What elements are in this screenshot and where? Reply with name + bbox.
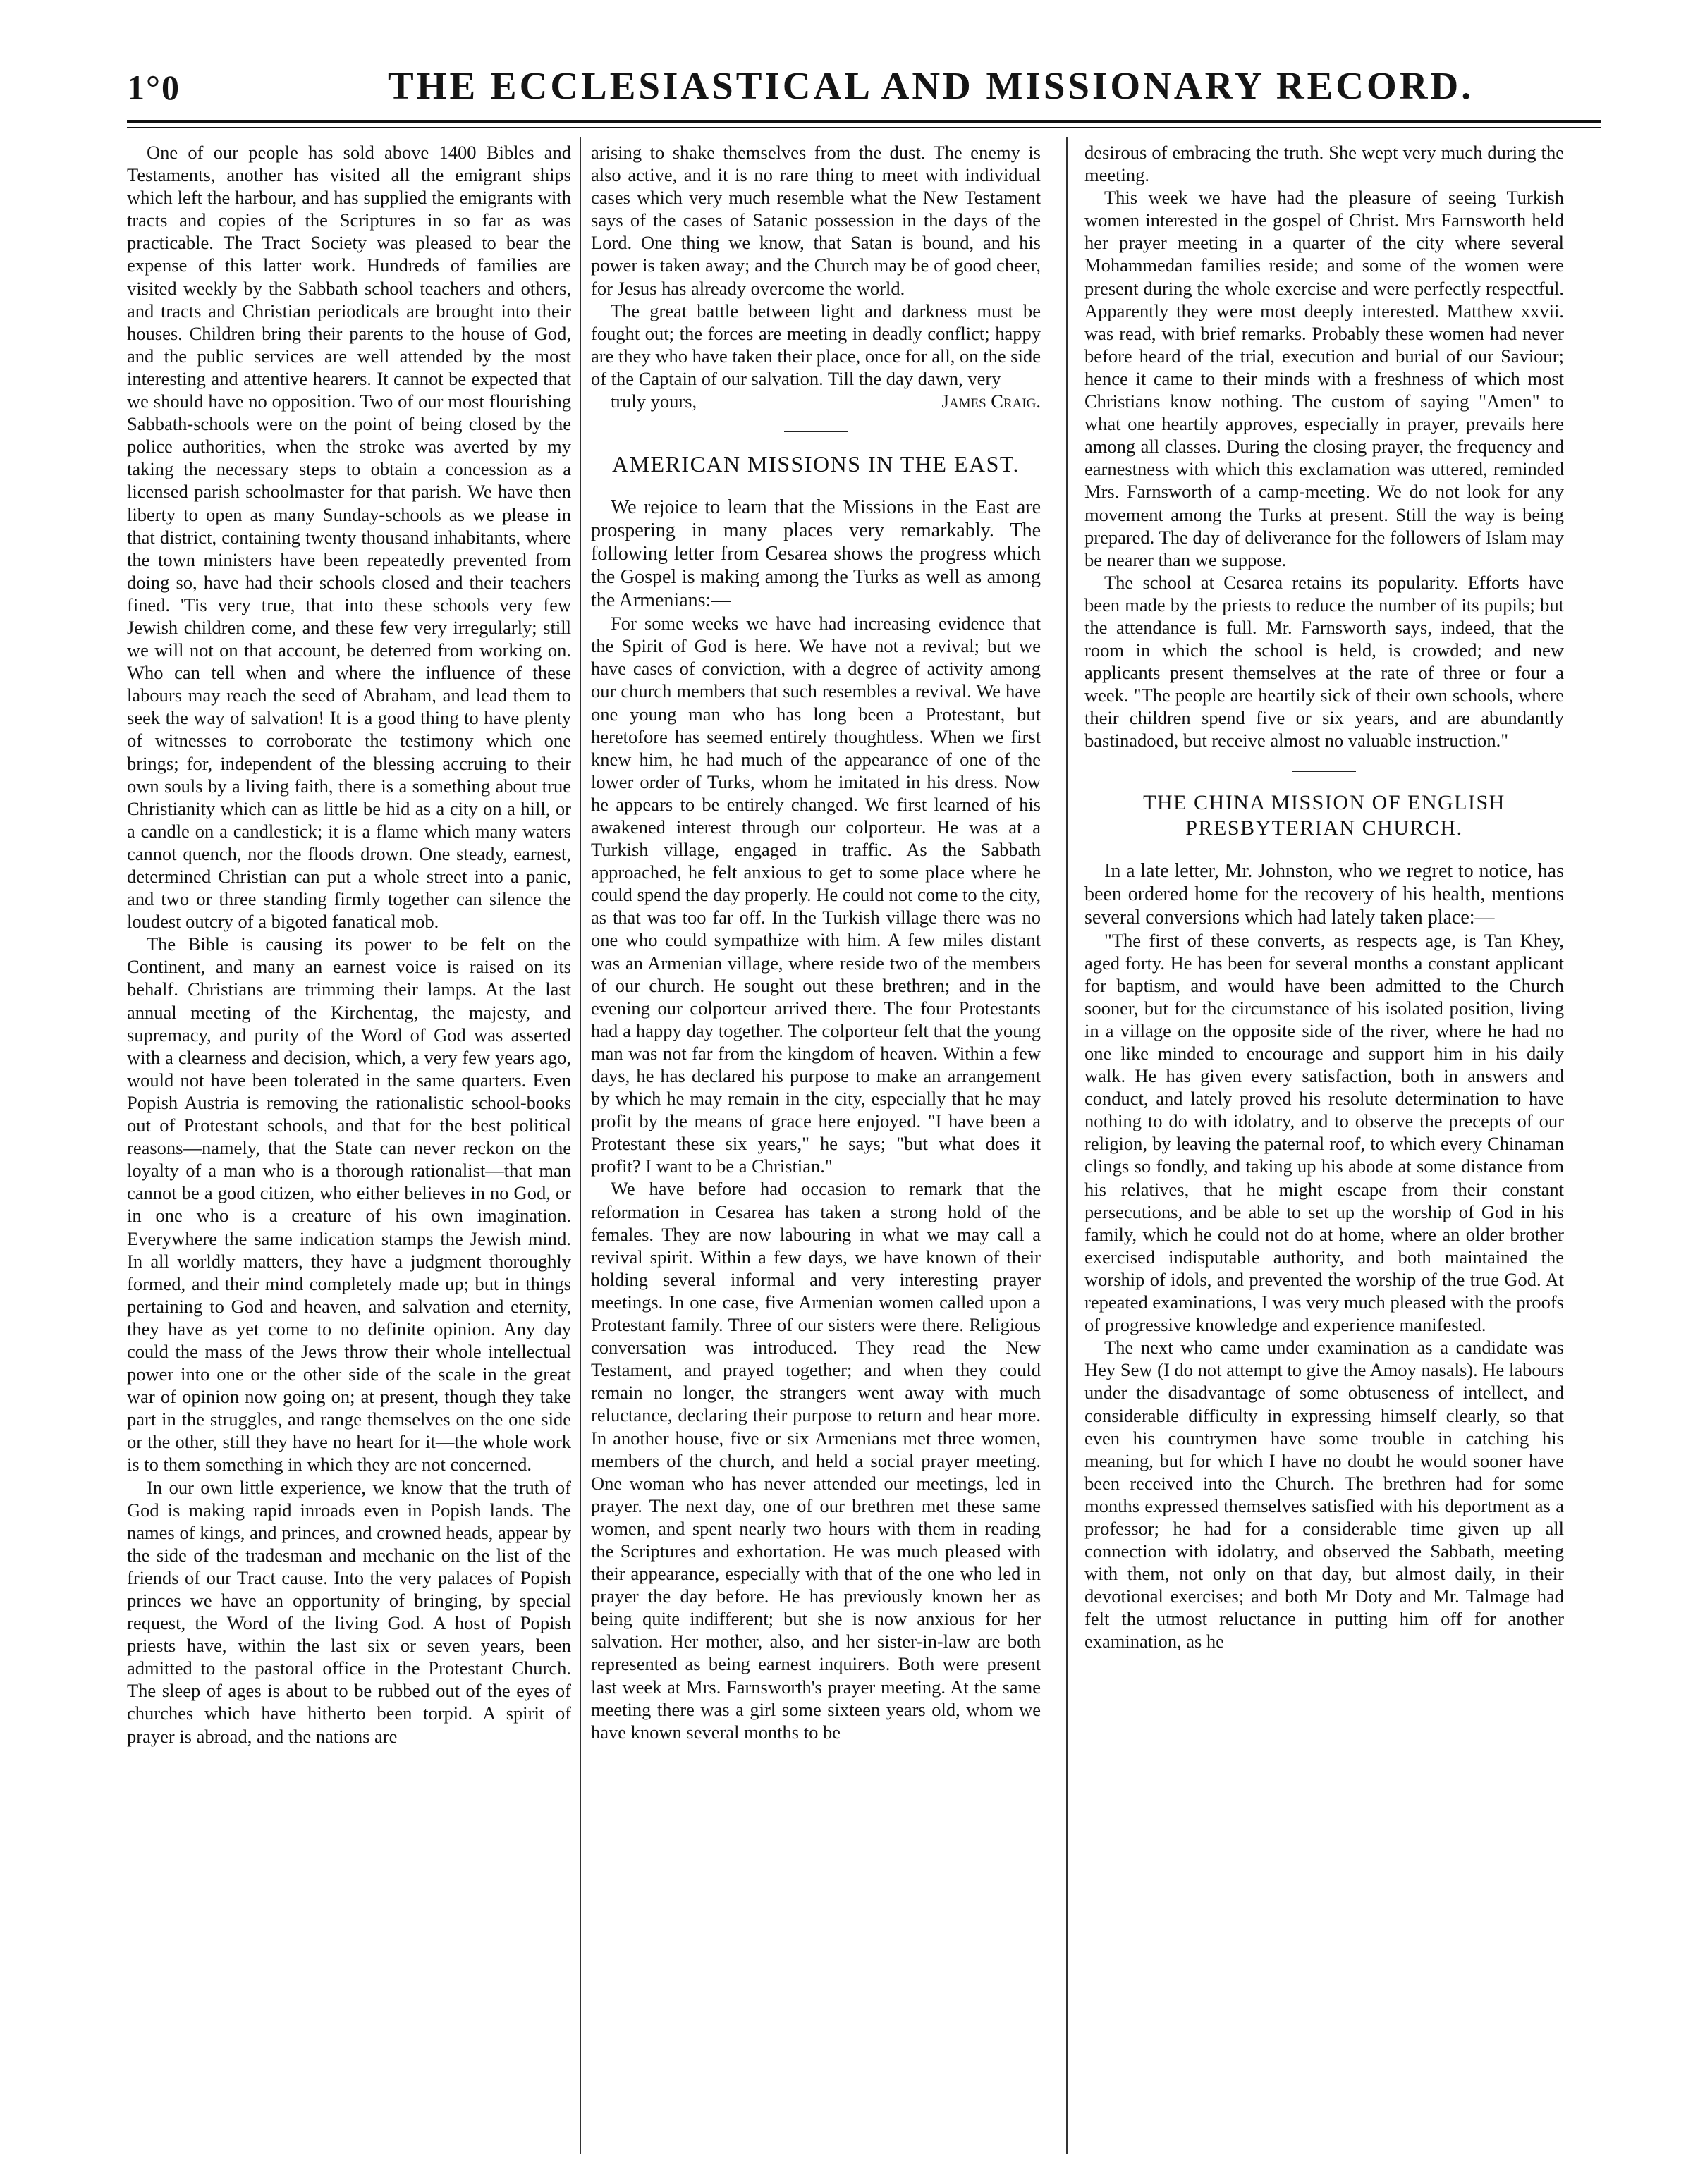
- masthead-title: THE ECCLESIASTICAL AND MISSIONARY RECORD.: [388, 64, 1474, 107]
- paragraph: The school at Cesarea retains its popularity. Efforts have been made by the priests to reduce the number of its pupils; but the attendance is full. Mr. Farnsworth says, indeed, that the room in which the school is held, is crowded; and new applicants present themselves at the rate of three or four a week. "The people are heartily sick of their own schools, where their children spend five or six years, and are abundantly bastinadoed, but receive almost no valuable instruction.": [1084, 571, 1564, 751]
- letter-signature-line: [591, 390, 1041, 412]
- paragraph: desirous of embracing the truth. She wept very much during the meeting.: [1084, 142, 1564, 186]
- section-divider: [784, 431, 848, 432]
- article-intro: In a late letter, Mr. Johnston, who we regret to notice, has been ordered home for the recovery of his health, mentions several conversions which had lately taken place:—: [1084, 859, 1564, 928]
- column-divider: [1066, 137, 1068, 2154]
- closing-text: truly yours,: [611, 391, 697, 412]
- paragraph: One of our people has sold above 1400 Bibles and Testaments, another has visited all the emigrant ships which left the harbour, and has supplied the emigrants with tracts and copies of the Scriptures in so far as was practicable. The Tract Society was pleased to bear the expense of this latter work. Hundreds of families are visited weekly by the Sabbath school teachers and others, and tracts and Christian periodicals are brought into their houses. Children bring their parents to the house of God, and the public services are well attended by the most interesting and attentive hearers. It cannot be expected that we should have no opposition. Two of our most flourishing Sabbath-schools were on the point of being closed by the police authorities, when the stroke was averted by my taking the necessary steps to obtain a concession as a licensed parish schoolmaster for that parish. We have then liberty to open as many Sunday-schools as we please in that district, containing twenty thousand inhabitants, where the town ministers have been repeatedly prevented from doing so, have had their schools closed and their teachers fined. 'Tis very true, that into these schools very few Jewish children come, and these few very irregularly; still we will not on that account, be deterred from working on. Who can tell when and where the influence of these labours may reach the seed of Abraham, and lead them to seek the way of salvation! It is a good thing to have plenty of witnesses to corroborate the testimony which one brings; for, independent of the blessing accruing to their own souls by a living faith, there is a something about true Christianity which can as little be hid as a city on a hill, or a candle on a candlestick; it is a flame which many waters cannot quench, nor the floods drown. One steady, earnest, determined Christian can put a whole street into a panic, and two or three standing firmly together can silence the loudest outcry of a bigoted fanatical mob.: [127, 142, 571, 933]
- masthead-rule-thin: [127, 127, 1601, 128]
- paragraph: The Bible is causing its power to be felt on the Continent, and many an earnest voice is raised on its behalf. Christians are trimming their lamps. At the last annual meeting of the Kirchentag, the majesty, and supremacy, and purity of the Word of God was asserted with a clearness and decision, which, a very few years ago, would not have been tolerated in the same quarters. Even Popish Austria is removing the rationalistic school-books out of Protestant schools, and that for the best political reasons—namely, that the State can never reckon on the loyalty of a man who is a thorough rationalist—that man cannot be a good citizen, who either believes in no God, or in one who is a creature of his own imagination. Everywhere the same indication stamps the Jewish mind. In all worldly matters, they have a judgment thoroughly formed, and their mind completely made up; but in things pertaining to God and heaven, and salvation and eternity, they have as yet come to no definite opinion. Any day could the mass of the Jews throw their whole intellectual power into one or the other side of the scale in the great war of opinion now going on; at present, though they take part in the struggles, and range themselves on the one side or the other, still they have no heart for it—the whole work is to them something in which they are not concerned.: [127, 933, 571, 1476]
- paragraph: In our own little experience, we know that the truth of God is making rapid inroads even in Popish lands. The names of kings, and princes, and crowned heads, appear by the side of the tradesman and mechanic on the list of the friends of our Tract cause. Into the very palaces of Popish princes we have an opportunity of bringing, by special request, the Word of the living God. A host of Popish priests have, within the last six or seven years, been admitted to the pastoral office in the Protestant Church. The sleep of ages is about to be rubbed out of the eyes of churches which have hitherto been torpid. A spirit of prayer is abroad, and the nations are: [127, 1476, 571, 1747]
- paragraph: "The first of these converts, as respects age, is Tan Khey, aged forty. He has been for several months a constant applicant for baptism, and would have been admitted to the Church sooner, but for the circumstance of his isolated position, living in a village on the opposite side of the river, where he had no one like minded to encourage and support him in his daily walk. He has given every satisfaction, both in answers and conduct, and lately proved his resolute determination to have nothing to do with idolatry, and to observe the precepts of our religion, by leaving the paternal roof, to which every Chinaman clings so fondly, and taking up his abode at some distance from his relatives, that he might escape from their constant persecutions, and be able to set up the worship of God in his family, which he could not do at home, where an older brother exercised indisputable authority, and both maintained the worship of idols, and prevented the worship of the true God. At repeated examinations, I was very much pleased with the proofs of progressive knowledge and experience manifested.: [1084, 929, 1564, 1336]
- signature: James Craig.: [941, 391, 1041, 412]
- column-3: [1084, 141, 1564, 2157]
- column-2: [591, 141, 1041, 2157]
- section-divider: [1292, 771, 1356, 772]
- paragraph: We have before had occasion to remark that the reformation in Cesarea has taken a strong hold of the females. They are now labouring in what we may call a revival spirit. Within a few days, we have known of their holding several informal and very interesting prayer meetings. In one case, five Armenian women called upon a Protestant family. Three of our sisters were there. Religious conversation was introduced. They read the New Testament, and prayed together; and when they could remain no longer, the strangers went away with much reluctance, declaring their purpose to return and hear more. In another house, five or six Armenians met three women, members of the church, and held a social prayer meeting. One woman who has never attended our meetings, led in prayer. The next day, one of our brethren met these same women, and spent nearly two hours with them in reading the Scriptures and exhortation. He was much pleased with their appearance, especially with that of the one who led in prayer the day before. He has previously known her as being quite indifferent; but she is now anxious for her salvation. Her mother, also, and her sister-in-law are both represented as being earnest inquirers. Both were present last week at Mrs. Farnsworth's prayer meeting. At the same meeting there was a girl some sixteen years old, whom we have known several months to be: [591, 1178, 1041, 1743]
- paragraph: The great battle between light and darkness must be fought out; the forces are meeting in deadly conflict; happy are they who have taken their place, once for all, on the side of the Captain of our salvation. Till the day dawn, very: [591, 300, 1041, 389]
- column-1: [127, 141, 571, 2157]
- paragraph: The next who came under examination as a candidate was Hey Sew (I do not attempt to give the Amoy nasals). He labours under the disadvantage of some obtuseness of intellect, and considerable difficulty in expressing himself clearly, so that even his countrymen have some trouble in catching his meaning, but for which I have no doubt he would sooner have been received into the Church. The brethren had for some months expressed themselves satisfied with his deportment as a professor; he had for a considerable time given up all connection with idolatry, and observed the Sabbath, meeting with them, not only on that day, but almost daily, in their devotional exercises; and both Mr Doty and Mr. Talmage had felt the utmost reluctance in putting him off for another examination, as he: [1084, 1337, 1564, 1652]
- paragraph: For some weeks we have had increasing evidence that the Spirit of God is here. We have not a revival; but we have cases of conviction, with a degree of activity among our church members that such resembles a revival. We have one young man who has long been a Protestant, but heretofore has seemed entirely thoughtless. When we first knew him, he had much of the appearance of one of the lower order of Turks, whom he imitated in his dress. Now he appears to be entirely changed. We first learned of his awakened interest through our colporteur. He was at a Turkish village, engaged in traffic. As the Sabbath approached, he felt anxious to get to some place where he could spend the day properly. He could not come to the city, as that was too far off. In the Turkish village there was no one who could sympathize with him. A few miles distant was an Armenian village, where reside two of the members of our church. He sought out these brethren; and in the evening our colporteur arrived there. The four Protestants had a happy day together. The colporteur felt that the young man was not far from the kingdom of heaven. Within a few days, he has declared his purpose to make an arrangement by which he may remain in the city, especially that he may profit by the means of grace here enjoyed. "I have been a Protestant these six years," he says; "but what does it profit? I want to be a Christian.": [591, 613, 1041, 1177]
- paragraph: arising to shake themselves from the dust. The enemy is also active, and it is no rare thing to meet with individual cases which very much resemble what the New Testament says of the cases of Satanic possession in the days of the Lord. One thing we know, that Satan is bound, and his power is taken away; and the Church may be of good cheer, for Jesus has already overcome the world.: [591, 142, 1041, 299]
- article-heading: AMERICAN MISSIONS IN THE EAST.: [611, 451, 1020, 477]
- paragraph: This week we have had the pleasure of seeing Turkish women interested in the gospel of Christ. Mrs Farnsworth held her prayer meeting in a quarter of the city where several Mohammedan families reside; and some of the women were present during the whole exercise and were perfectly respectful. Apparently they were most deeply interested. Matthew xxvii. was read, with brief remarks. Probably these women had never before heard of the trial, execution and burial of our Saviour; hence it came to their minds with a freshness of which most Christians know nothing. The custom of saying "Amen" to what one heartily approves, especially in prayer, prevails here among all classes. During the closing prayer, the frequency and earnestness with which this exclamation was uttered, reminded Mrs. Farnsworth of a camp-meeting. We do not look for any movement among the Turks at present. Still the way is being prepared. The day of deliverance for the followers of Islam may be nearer than we suppose.: [1084, 187, 1564, 570]
- column-divider: [580, 137, 581, 2154]
- article-intro: We rejoice to learn that the Missions in the East are prospering in many places very remarkably. The following letter from Cesarea shows the progress which the Gospel is making among the Turks as well as among the Armenians:—: [591, 496, 1041, 612]
- page-number: 1°0: [127, 68, 181, 107]
- masthead-rule-thick: [127, 120, 1601, 123]
- article-heading: THE CHINA MISSION OF ENGLISH PRESBYTERIAN CHURCH.: [1143, 790, 1505, 840]
